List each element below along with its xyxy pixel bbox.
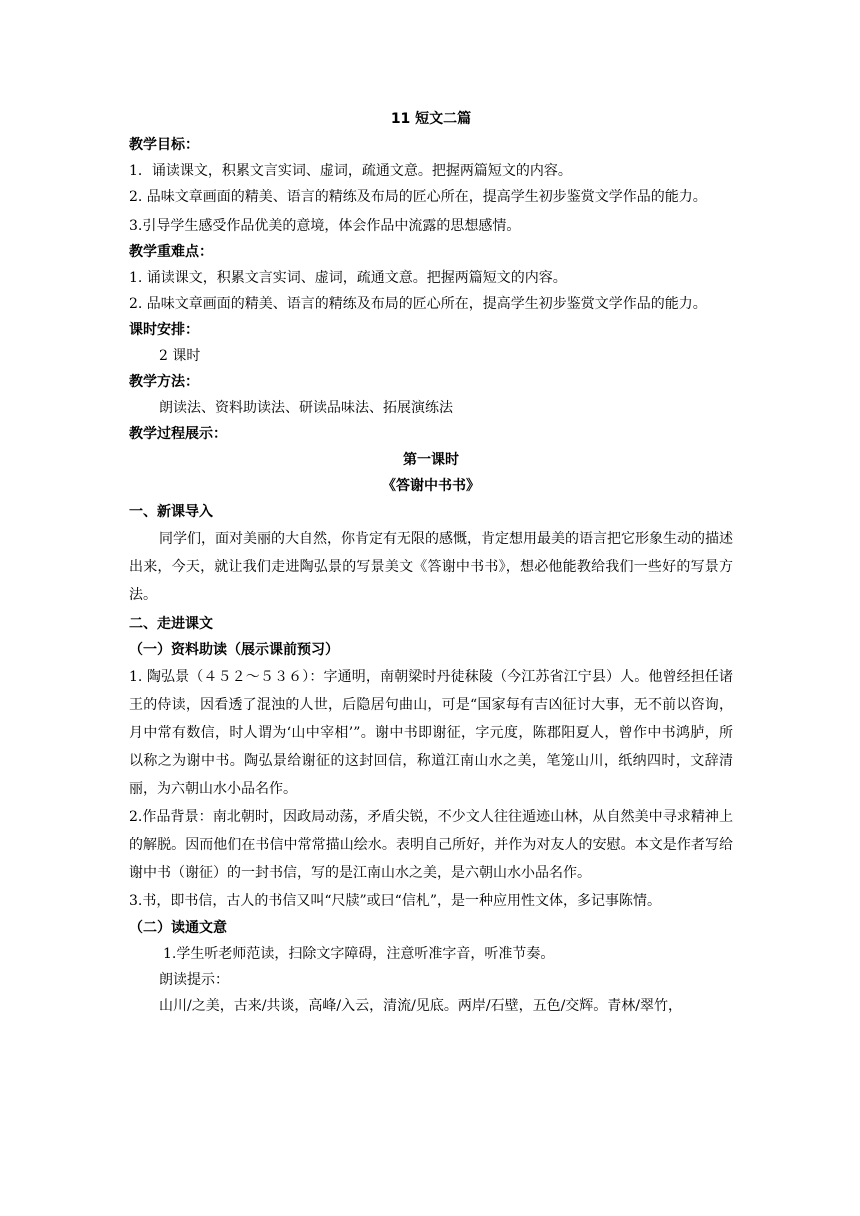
key-point-item: 2. 品味文章画面的精美、语言的精练及布局的匠心所在，提高学生初步鉴赏文学作品的能力。 [129, 296, 707, 312]
goal-item: 3.引导学生感受作品优美的意境，体会作品中流露的思想感情。 [129, 218, 521, 234]
reading-tip-label: 朗读提示： [159, 972, 229, 988]
document-body [129, 106, 733, 1019]
goal-item: 1．诵读课文，积累文言实词、虚词，疏通文意。把握两篇短文的内容。 [129, 163, 572, 179]
key-points-heading: 教学重难点： [129, 244, 213, 260]
material-paragraph: 1. 陶弘景（４５２～５３６）：字通明，南朝梁时丹徒秣陵（今江苏省江宁县）人。他曾经担任诸王的侍读，因看透了混浊的人世，后隐居句曲山，可是“国家每有吉凶征讨大事，无不前以咨询，月中常有数信，时人谓为‘山中宰相’”。谢中书即谢征，字元度，陈郡阳夏人，曾作中书鸿胪，所以称之为谢中书。陶弘景给谢征的这封回信，称道江南山水之美，笔笼山川，纸纳四时，文辞清丽，为六朝山水小品名作。 [129, 669, 733, 797]
text-title: 《答谢中书书》 [382, 478, 480, 494]
subsection-heading-reading: （二）读通文意 [129, 920, 227, 936]
goal-item: 2. 品味文章画面的精美、语言的精练及布局的匠心所在，提高学生初步鉴赏文学作品的能力。 [129, 189, 707, 205]
reading-step: 1.学生听老师范读，扫除文字障碍，注意听准字音，听准节奏。 [163, 946, 555, 962]
schedule-heading: 课时安排： [129, 322, 199, 338]
method-heading: 教学方法： [129, 374, 199, 390]
reading-text: 山川/之美，古来/共谈，高峰/入云，清流/见底。两岸/石壁，五色/交辉。青林/翠竹， [159, 998, 683, 1014]
material-paragraph: 2.作品背景：南北朝时，因政局动荡，矛盾尖锐，不少文人往往遁迹山林，从自然美中寻求精神上的解脱。因而他们在书信中常常描山绘水。表明自己所好，并作为对友人的安慰。本文是作者写给谢中书（谢征）的一封书信，写的是江南山水之美，是六朝山水小品名作。 [129, 809, 733, 881]
process-heading: 教学过程展示： [129, 426, 227, 442]
section-heading-text: 二、走进课文 [129, 616, 213, 632]
lesson-title: 第一课时 [403, 452, 459, 468]
key-point-item: 1. 诵读课文，积累文言实词、虚词，疏通文意。把握两篇短文的内容。 [129, 270, 567, 286]
subsection-heading-materials: （一）资料助读（展示课前预习） [129, 642, 339, 658]
schedule-value: 2 课时 [159, 348, 201, 364]
method-value: 朗读法、资料助读法、研读品味法、拓展演练法 [159, 400, 453, 416]
material-paragraph: 3.书，即书信，古人的书信又叫“尺牍”或曰“信札”，是一种应用性文体，多记事陈情。 [129, 893, 661, 909]
goals-heading: 教学目标： [129, 137, 199, 153]
intro-paragraph: 同学们，面对美丽的大自然，你肯定有无限的感慨，肯定想用最美的语言把它形象生动的描述出来，今天，就让我们走进陶弘景的写景美文《答谢中书书》，想必他能教给我们一些好的写景方法。 [129, 531, 733, 603]
section-heading-intro: 一、新课导入 [129, 504, 213, 520]
document-title: 11 短文二篇 [390, 111, 472, 127]
